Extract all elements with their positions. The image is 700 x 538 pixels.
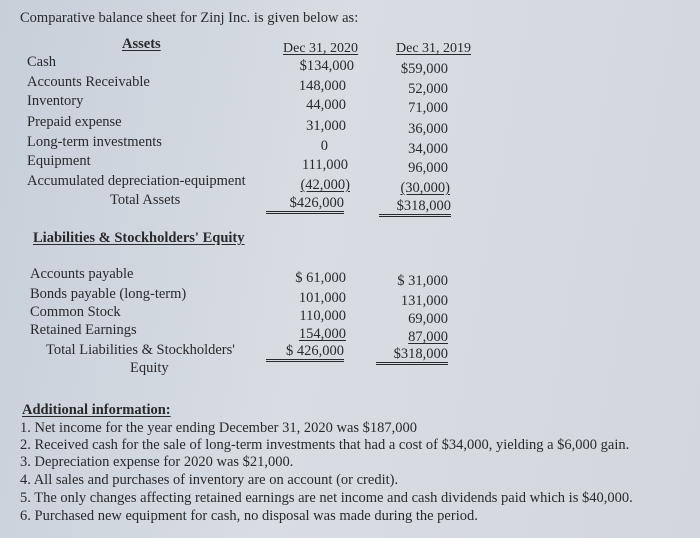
liability-value-2020: 101,000 [298, 290, 346, 306]
asset-value-2020: 148,000 [298, 78, 346, 94]
total-liabilities-2019: $318,000 [376, 347, 448, 365]
liability-value-2020: $ 61,000 [295, 270, 346, 286]
asset-label: Accumulated depreciation-equipment [27, 173, 246, 189]
liability-label: Bonds payable (long-term) [30, 286, 187, 302]
total-assets-label: Total Assets [110, 192, 181, 208]
asset-value-2019: 96,000 [408, 160, 448, 176]
assets-heading: Assets [122, 36, 161, 52]
asset-label: Long-term investments [27, 134, 162, 150]
liability-label: Common Stock [30, 304, 121, 320]
additional-info-item: 2. Received cash for the sale of long-term investments that had a cost of $34,000, yielding a $6,000 gain. [20, 437, 630, 453]
additional-info-item: 6. Purchased new equipment for cash, no disposal was made during the period. [20, 508, 478, 524]
asset-label: Inventory [27, 93, 84, 109]
additional-info-item: 4. All sales and purchases of inventory are on account (or credit). [20, 472, 399, 488]
asset-value-2019: 71,000 [408, 100, 448, 116]
liabilities-heading: Liabilities & Stockholders' Equity [33, 230, 245, 246]
intro-text: Comparative balance sheet for Zinj Inc. is given below as: [20, 10, 359, 26]
liability-value-2019: 87,000 [408, 329, 448, 345]
liability-value-2019: 131,000 [400, 293, 448, 309]
liability-value-2020: 154,000 [298, 326, 346, 342]
asset-value-2019: 34,000 [408, 141, 448, 157]
asset-value-2019: $59,000 [400, 61, 448, 77]
liability-value-2020: 110,000 [299, 308, 346, 324]
asset-label: Prepaid expense [27, 114, 122, 130]
asset-label: Equipment [27, 153, 91, 169]
additional-info-item: 1. Net income for the year ending December 31, 2020 was $187,000 [20, 420, 418, 436]
asset-label: Cash [27, 54, 56, 70]
asset-value-2019: 36,000 [408, 121, 448, 137]
asset-value-2020: 31,000 [306, 118, 346, 134]
total-liabilities-2020: $ 426,000 [266, 344, 344, 362]
liability-value-2019: $ 31,000 [397, 273, 448, 289]
liability-label: Accounts payable [30, 266, 134, 282]
asset-value-2020: 0 [320, 138, 328, 154]
asset-value-2020: $134,000 [299, 58, 354, 74]
additional-info-heading: Additional information: [22, 402, 171, 418]
asset-value-2019: 52,000 [408, 81, 448, 97]
liability-label: Retained Earnings [30, 322, 137, 338]
liability-value-2019: 69,000 [408, 311, 448, 327]
column-header-2020: Dec 31, 2020 [283, 41, 359, 56]
asset-value-2020: 44,000 [306, 97, 346, 113]
total-liabilities-label-line1: Total Liabilities & Stockholders' [46, 342, 235, 358]
total-assets-2020: $426,000 [266, 196, 344, 214]
asset-label: Accounts Receivable [27, 74, 150, 90]
additional-info-item: 3. Depreciation expense for 2020 was $21,000. [20, 454, 294, 470]
asset-value-2020: 111,000 [301, 157, 348, 173]
asset-value-2020: (42,000) [300, 177, 350, 193]
asset-value-2019: (30,000) [400, 180, 450, 196]
total-liabilities-label-line2: Equity [130, 360, 169, 376]
total-assets-2019: $318,000 [379, 199, 451, 217]
additional-info-item: 5. The only changes affecting retained earnings are net income and cash dividends paid which is $40,000. [20, 490, 633, 506]
column-header-2019: Dec 31, 2019 [396, 41, 472, 56]
